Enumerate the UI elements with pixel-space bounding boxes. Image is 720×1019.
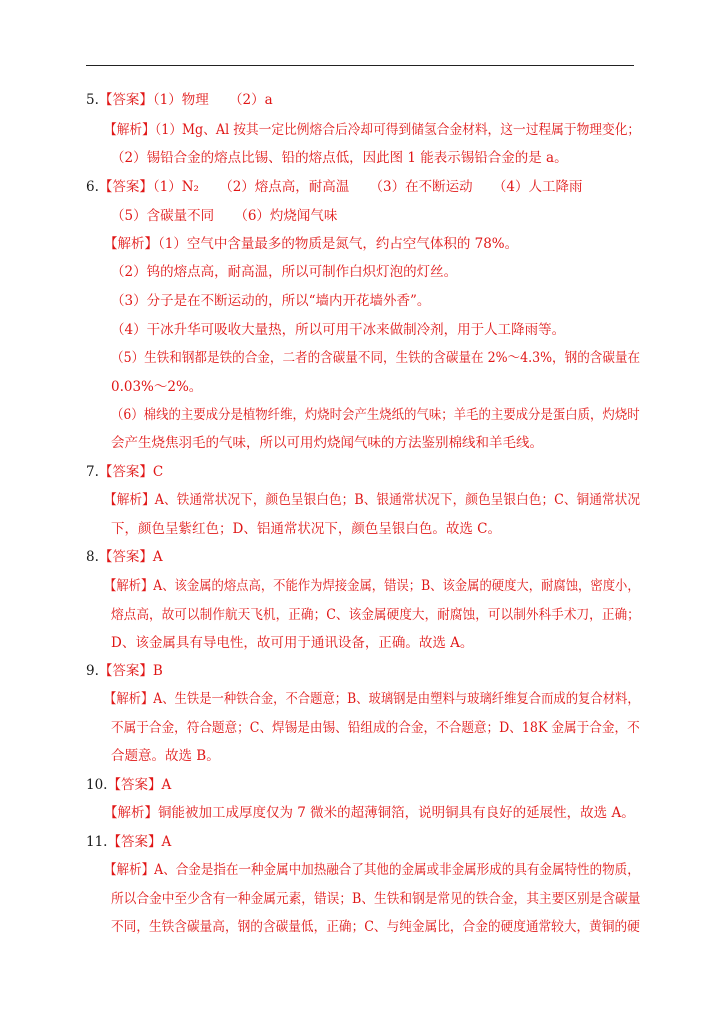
- q5-number: 5.: [86, 92, 99, 108]
- q10-number: 10.: [86, 777, 108, 793]
- q6-analysis-line: 会产生烧焦羽毛的气味，所以可用灼烧闻气味的方法鉴别棉线和羊毛线。: [111, 435, 543, 451]
- q8-answer: 8.【答案】A: [86, 549, 163, 565]
- q6-answer-line: （5）含碳量不同 （6）灼烧闻气味: [111, 208, 338, 224]
- q9-analysis-line: 合题意。故选 B。: [111, 748, 220, 764]
- q10-answer: 10.【答案】A: [86, 777, 172, 793]
- q9-answer: 9.【答案】B: [86, 663, 163, 679]
- q11-number: 11.: [86, 834, 108, 850]
- q9-analysis-line: 不属于合金，符合题意；C、焊锡是由锡、铅组成的合金，不合题意；D、18K 金属于合金，不: [111, 720, 640, 736]
- q6-analysis-line: （2）钨的熔点高，耐高温，所以可制作白炽灯泡的灯丝。: [111, 264, 458, 280]
- q5-analysis-line: 【解析】（1）Mg、Al 按其一定比例熔合后冷却可得到储氢合金材料，这一过程属于物理变化；: [104, 122, 641, 138]
- q11-analysis-line: 不同，生铁含碳量高，钢的含碳量低，正确；C、与纯金属比，合金的硬度通常较大，黄铜的硬: [111, 919, 640, 935]
- q8-number: 8.: [86, 549, 99, 565]
- header-rule: [86, 65, 634, 66]
- q7-analysis-line: 【解析】A、铁通常状况下，颜色呈银白色；B、银通常状况下，颜色呈银白色；C、铜通常状况: [104, 492, 641, 508]
- q8-analysis-line: 熔点高，故可以制作航天飞机，正确；C、该金属硬度大，耐腐蚀，可以制外科手术刀，正确；: [111, 607, 640, 623]
- q6-analysis-line: 0.03%～2%。: [111, 379, 203, 395]
- q5-answer: 5.【答案】（1）物理 （2）a: [86, 92, 273, 108]
- q6-analysis-line: （4）干冰升华可吸收大量热，所以可用干冰来做制冷剂，用于人工降雨等。: [111, 322, 566, 338]
- q7-answer: 7.【答案】C: [86, 464, 164, 480]
- q7-analysis-line: 下，颜色呈紫红色；D、铝通常状况下，颜色呈银白色。故选 C。: [111, 521, 501, 537]
- q11-answer: 11.【答案】A: [86, 834, 172, 850]
- q8-analysis-line: D、该金属具有导电性，故可用于通讯设备，正确。故选 A。: [111, 635, 474, 651]
- q5-analysis-line: （2）锡铅合金的熔点比锡、铅的熔点低，因此图 1 能表示锡铅合金的是 a。: [111, 150, 568, 166]
- q6-analysis-line: （6）棉线的主要成分是植物纤维，灼烧时会产生烧纸的气味；羊毛的主要成分是蛋白质，灼烧时: [111, 407, 640, 423]
- q11-analysis-line: 所以合金中至少含有一种金属元素，错误；B、生铁和钢是常见的铁合金，其主要区别是含碳量: [111, 891, 641, 907]
- q9-number: 9.: [86, 663, 99, 679]
- q8-analysis-line: 【解析】A、该金属的熔点高，不能作为焊接金属，错误；B、该金属的硬度大，耐腐蚀，密度小，: [104, 578, 640, 594]
- q11-analysis-line: 【解析】A、合金是指在一种金属中加热融合了其他的金属或非金属形成的具有金属特性的物质，: [104, 862, 640, 878]
- q6-answer: 6.【答案】（1）N₂ （2）熔点高，耐高温 （3）在不断运动 （4）人工降雨: [86, 179, 583, 195]
- q9-analysis-line: 【解析】A、生铁是一种铁合金，不合题意；B、玻璃钢是由塑料与玻璃纤维复合而成的复合材料，: [104, 691, 640, 707]
- q10-analysis-line: 【解析】铜能被加工成厚度仅为 7 微米的超薄铜箔，说明铜具有良好的延展性，故选 A。: [104, 805, 635, 821]
- q6-number: 6.: [86, 179, 99, 195]
- q7-number: 7.: [86, 464, 99, 480]
- q6-analysis-line: （5）生铁和钢都是铁的合金，二者的含碳量不同，生铁的含碳量在 2%～4.3%，钢的含碳量在: [111, 350, 641, 366]
- q6-analysis-line: （3）分子是在不断运动的，所以“墙内开花墙外香”。: [111, 293, 431, 309]
- q6-analysis-line: 【解析】（1）空气中含量最多的物质是氮气，约占空气体积的 78%。: [104, 236, 519, 252]
